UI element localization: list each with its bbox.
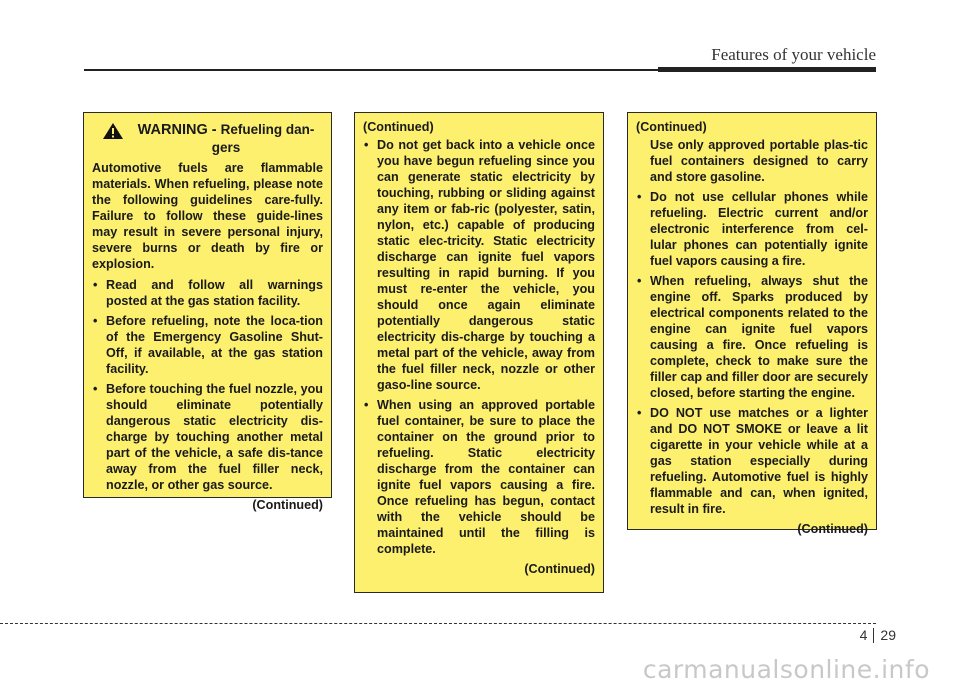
chapter-number: 4 xyxy=(859,627,868,643)
list-item: • Before touching the fuel nozzle, you should eliminate potentially dangerous static electricity dis-charge by touching another metal part of the vehicle, a safe dis-tance away from the fuel filler neck, nozzle, or other gas source. xyxy=(92,381,323,493)
warning-intro: Automotive fuels are flammable materials. When refueling, please note the following guidelines care-fully. Failure to follow these guide-lines may result in severe personal injury, severe burns or death by fire or explosion. xyxy=(92,161,323,271)
continued-label: (Continued) xyxy=(797,522,868,536)
list-item: • When refueling, always shut the engine off. Sparks produced by electrical components related to the engine can ignite fuel vapors causing a fire. Once refueling is complete, check to make sure the filler cap and filler door are securely closed, before starting the engine. xyxy=(636,273,868,401)
footer-rule xyxy=(0,623,876,624)
continued-heading: (Continued) xyxy=(363,120,434,134)
warning-label: WARNING - xyxy=(137,122,217,138)
warning-bullet-list xyxy=(363,137,595,557)
page-header-title: Features of your vehicle xyxy=(711,45,876,64)
warning-bullet-list xyxy=(92,277,323,493)
continued-text: Use only approved portable plas-tic fuel containers designed to carry and store gasoline. xyxy=(650,138,868,184)
page-number-value: 29 xyxy=(880,627,896,643)
continued-heading: (Continued) xyxy=(636,120,707,134)
page-number-separator xyxy=(873,628,874,643)
page-number xyxy=(860,627,896,643)
warning-box-refueling xyxy=(83,112,332,512)
list-item: • Read and follow all warnings posted at the gas station facility. xyxy=(92,277,323,309)
list-item: • Do not use cellular phones while refueling. Electric current and/or electronic interference from cel-lular phones can potentially ignite fuel vapors causing a fire. xyxy=(636,189,868,269)
list-item: • Do not get back into a vehicle once you have begun refueling since you can generate static electricity by touching, rubbing or sliding against any item or fab-ric (polyester, satin, nylon, etc.) capable of producing static elec-tricity. Static electricity discharge can ignite fuel vapors resulting in rapid burning. If you must re-enter the vehicle, you should once again eliminate potentially dangerous static electricity dis-charge by touching a metal part of the vehicle, away from the fuel filler neck, nozzle or other gaso-line source. xyxy=(363,137,595,393)
warning-title xyxy=(129,121,323,157)
continued-label: (Continued) xyxy=(252,498,323,512)
warning-box-continued-2 xyxy=(627,112,877,536)
list-item: • Before refueling, note the loca-tion of the Emergency Gasoline Shut-Off, if available, at the gas station facility. xyxy=(92,313,323,377)
list-item: • DO NOT use matches or a lighter and DO NOT SMOKE or leave a lit cigarette in your vehicle while at a gas station especially during refueling. Automotive fuel is highly flammable and can, when ignited, result in fire. xyxy=(636,405,868,517)
warning-triangle-icon xyxy=(102,122,124,140)
list-item: • When using an approved portable fuel container, be sure to place the container on the ground prior to refueling. Static electricity discharge from the container can ignite fuel vapors causing a fire. Once refueling has begun, contact with the vehicle should be maintained until the filling is complete. xyxy=(363,397,595,557)
warning-header xyxy=(92,121,323,157)
header-rule-accent xyxy=(658,67,876,72)
warning-topic: Refueling dan-gers xyxy=(211,122,315,155)
watermark: carmanualsonline.info xyxy=(642,655,930,684)
continued-label: (Continued) xyxy=(524,562,595,576)
warning-bullet-list xyxy=(636,189,868,517)
warning-box-continued-1 xyxy=(354,112,604,593)
